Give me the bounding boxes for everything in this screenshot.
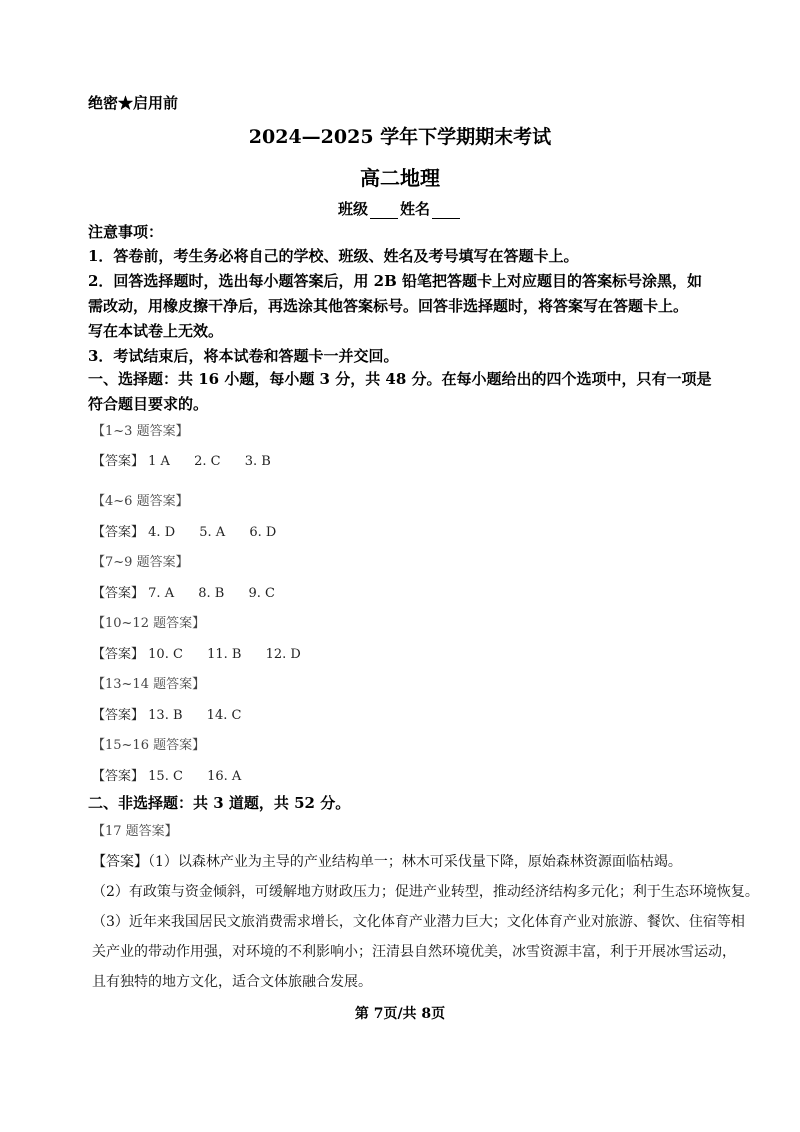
answer-item: 9. C <box>248 586 275 601</box>
q17-label: 【17 题答案】 <box>92 824 178 839</box>
page-footer: 第 7页/共 8页 <box>354 1006 446 1022</box>
secret-label: 绝密★启用前 <box>88 94 179 112</box>
answer-line <box>92 582 295 601</box>
answer-group-label: 【13~14 题答案】 <box>92 677 206 692</box>
answer-item: 6. D <box>249 525 277 540</box>
notice-item: 写在本试卷上无效。 <box>88 322 224 340</box>
answer-group-label: 【10~12 题答案】 <box>92 616 206 631</box>
answer-line <box>92 521 296 540</box>
name-blank <box>432 204 460 219</box>
q17-answer-line: 【答案】（1）以森林产业为主导的产业结构单一；林木可采伐量下降，原始森林资源面临枯竭。 <box>92 854 682 870</box>
section2-heading: 二、非选择题：共 3 道题，共 52 分。 <box>88 794 351 812</box>
answer-item: 5. A <box>199 525 226 540</box>
answer-item: 15. C <box>148 769 183 784</box>
answer-item: 12. D <box>265 647 301 662</box>
answer-tag: 【答案】 <box>92 647 145 662</box>
answer-group-label: 【4~6 题答案】 <box>92 494 189 509</box>
answer-item: 11. B <box>207 647 242 662</box>
q17-answer-line: 关产业的带动作用强，对环境的不利影响小；汪清县自然环境优美，冰雪资源丰富，利于开展冰雪运动， <box>92 944 736 960</box>
answer-line <box>92 450 291 469</box>
notice-heading: 注意事项： <box>88 223 164 241</box>
class-label: 班级 <box>337 200 368 218</box>
answer-item: 2. C <box>194 454 221 469</box>
answer-item: 13. B <box>148 708 183 723</box>
answer-item: 14. C <box>206 708 242 723</box>
notice-item: 3．考试结束后，将本试卷和答题卡一并交回。 <box>88 347 399 365</box>
notice-item: 需改动，用橡皮擦干净后，再选涂其他答案标号。回答非选择题时，将答案写在答题卡上。 <box>88 297 689 315</box>
answer-group-label: 【7~9 题答案】 <box>92 555 189 570</box>
exam-title: 2024—2025 学年下学期期末考试 <box>248 126 552 148</box>
q17-answer-line: 且有独特的地方文化，适合文体旅融合发展。 <box>92 974 372 990</box>
answer-item: 7. A <box>148 586 175 601</box>
answer-tag: 【答案】 <box>92 769 145 784</box>
class-blank <box>370 204 398 219</box>
answer-item: 8. B <box>198 586 225 601</box>
answer-item: 10. C <box>148 647 183 662</box>
answer-group-label: 【15~16 题答案】 <box>92 738 206 753</box>
answer-tag: 【答案】 <box>92 525 145 540</box>
q17-answer-line: （2）有政策与资金倾斜，可缓解地方财政压力；促进产业转型，推动经济结构多元化；利于生态环境恢复。 <box>92 884 759 900</box>
answer-item: 1 A <box>148 454 170 469</box>
answer-line <box>92 765 261 784</box>
class-name-line <box>0 198 800 219</box>
answer-tag: 【答案】 <box>92 586 145 601</box>
section1-heading-cont: 符合题目要求的。 <box>88 395 209 413</box>
answer-group-label: 【1~3 题答案】 <box>92 424 189 439</box>
answer-tag: 【答案】 <box>92 454 145 469</box>
notice-item: 1．答卷前，考生务必将自己的学校、班级、姓名及考号填写在答题卡上。 <box>88 247 579 265</box>
q17-answer-line: （3）近年来我国居民文旅消费需求增长，文化体育产业潜力巨大；文化体育产业对旅游、餐饮、住宿等相 <box>92 914 745 930</box>
name-label: 姓名 <box>400 200 431 218</box>
section1-heading: 一、选择题：共 16 小题，每小题 3 分，共 48 分。在每小题给出的四个选项中，只有一项是 <box>88 370 712 388</box>
answer-tag: 【答案】 <box>92 708 145 723</box>
subject-title: 高二地理 <box>360 166 440 190</box>
answer-line <box>92 704 261 723</box>
answer-item: 16. A <box>207 769 242 784</box>
notice-item: 2．回答选择题时，选出每小题答案后，用 2B 铅笔把答题卡上对应题目的答案标号涂黑，如 <box>88 272 703 290</box>
answer-line <box>92 643 321 662</box>
answer-item: 3. B <box>244 454 271 469</box>
answer-item: 4. D <box>148 525 176 540</box>
